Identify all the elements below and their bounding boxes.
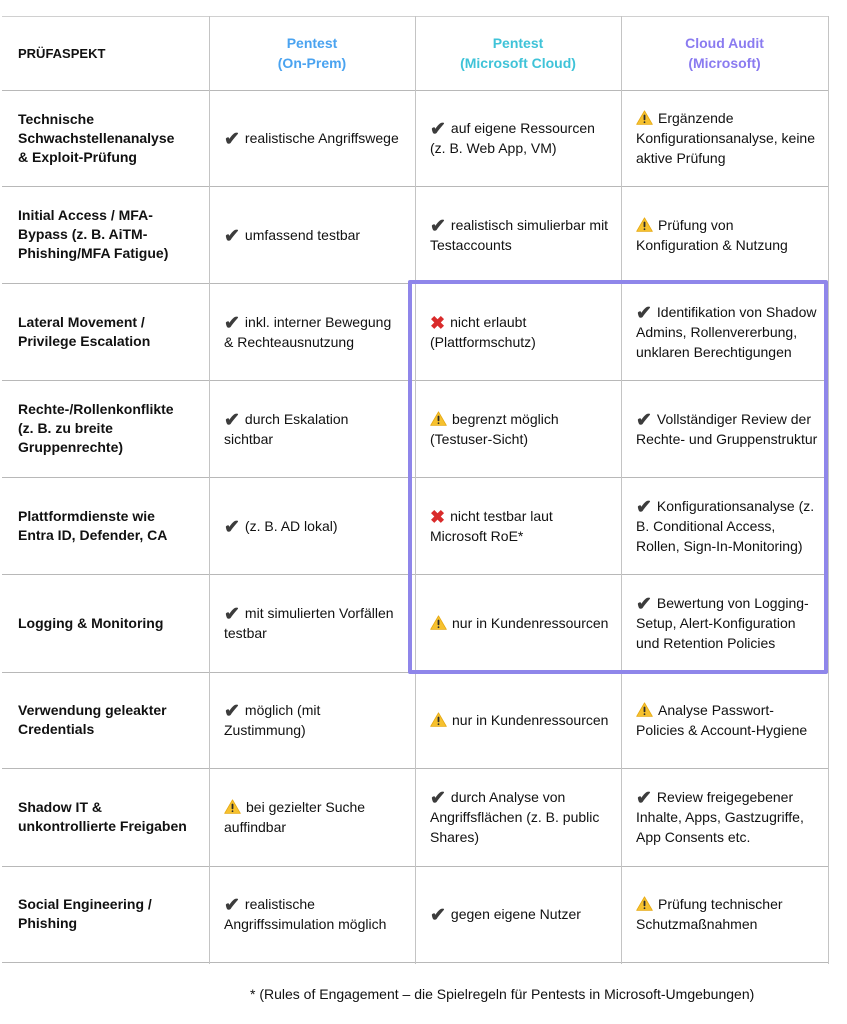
row-aspect (2, 380, 209, 477)
row-aspect (2, 768, 209, 866)
table-cell-text: mit simulierten Vorfällen testbar (224, 605, 394, 641)
table-cell (209, 186, 415, 283)
header-column-line1: Pentest (492, 35, 544, 51)
table-cell-content (224, 603, 399, 643)
table-cell-content (636, 700, 818, 740)
row-aspect-label: Logging & Monitoring (18, 614, 164, 631)
table-column-divider (828, 16, 829, 964)
warning-icon (636, 110, 653, 125)
table-cell-text: durch Eskalation sichtbar (224, 410, 349, 447)
table-cell-text: begrenzt möglich (Testuser-Sicht) (430, 410, 559, 447)
header-column-title (460, 33, 576, 73)
row-aspect-label: Shadow IT & unkontrollierte Freigaben (18, 799, 187, 834)
table-cell (621, 768, 828, 866)
table-cell (209, 672, 415, 768)
checkmark-icon: ✔ (430, 215, 446, 237)
warning-icon (430, 712, 447, 727)
row-aspect-label: Technische Schwachstellenanalyse & Exploit-Prüfung (18, 110, 175, 165)
table-cell-text: Prüfung technischer Schutzmaßnahmen (636, 896, 783, 932)
table-cell-content (430, 215, 610, 255)
row-aspect (2, 477, 209, 574)
header-column-title (278, 33, 346, 73)
row-aspect-label: Plattformdienste wie Entra ID, Defender, CA (18, 507, 168, 543)
table-cell (621, 90, 828, 186)
checkmark-icon: ✔ (224, 701, 240, 722)
table-cell-content (224, 128, 399, 148)
row-aspect (2, 90, 209, 186)
table-cell-content (636, 894, 818, 934)
table-cell-text: bei gezielter Suche auffindbar (224, 799, 366, 835)
table-cell-text: Ergänzende Konfigurationsanalyse, keine aktive Prüfung (636, 110, 816, 166)
table-cell (621, 186, 828, 283)
row-aspect-label: Rechte-/Rollenkonflikte (z. B. zu breite Gruppenrechte) (18, 401, 174, 455)
table-cell (415, 866, 621, 962)
table-cell-content (224, 797, 399, 837)
table-cell (209, 866, 415, 962)
row-aspect (2, 672, 209, 768)
table-cell-content (224, 225, 399, 245)
header-column-line1: Pentest (286, 35, 338, 51)
row-aspect (2, 574, 209, 672)
footnote: * (Rules of Engagement – die Spielregeln für Pentests in Microsoft-Umgebungen) (250, 986, 755, 1002)
row-aspect (2, 186, 209, 283)
table-cell-text: möglich (mit Zustimmung) (224, 702, 321, 738)
table-cell (209, 574, 415, 672)
table-cell-text: Prüfung von Konfiguration & Nutzung (636, 216, 788, 253)
header-column-title (685, 33, 764, 73)
warning-icon (636, 217, 653, 232)
table-cell-text: nicht erlaubt (Plattformschutz) (430, 313, 536, 350)
cross-icon: ✖ (430, 506, 446, 527)
checkmark-icon: ✔ (430, 788, 446, 809)
row-aspect-label: Initial Access / MFA-Bypass (z. B. AiTM-Phishing/MFA Fatigue) (18, 207, 169, 261)
table-cell (209, 283, 415, 380)
table-cell (415, 186, 621, 283)
table-cell-content (224, 516, 399, 536)
table-cell-text: nur in Kundenressourcen (452, 615, 609, 631)
table-cell-text: Bewertung von Logging-Setup, Alert-Konfiguration und Retention Policies (636, 595, 809, 651)
header-column-line1: Cloud Audit (685, 35, 764, 51)
table-cell-text: Review freigegebener Inhalte, Apps, Gastzugriffe, App Consents etc. (636, 789, 804, 845)
row-aspect (2, 283, 209, 380)
table-cell-text: umfassend testbar (244, 226, 361, 243)
table-cell-text: Identifikation von Shadow Admins, Rollenvererbung, unklaren Berechtigungen (636, 303, 817, 360)
checkmark-icon: ✔ (224, 129, 240, 150)
table-cell-text: auf eigene Ressourcen (z. B. Web App, VM) (430, 120, 595, 156)
warning-icon (224, 799, 241, 814)
checkmark-icon: ✔ (224, 516, 240, 538)
table-cell (621, 866, 828, 962)
table-cell-content (224, 700, 399, 740)
checkmark-icon: ✔ (636, 302, 652, 324)
table-cell (621, 672, 828, 768)
table-cell (415, 672, 621, 768)
table-cell-text: gegen eigene Nutzer (450, 906, 581, 922)
table-cell-text: Analyse Passwort-Policies & Account-Hygiene (636, 702, 808, 738)
table-cell-text: realistische Angriffswege (244, 130, 399, 146)
table-cell (415, 768, 621, 866)
header-column-line2: (Microsoft) (688, 55, 761, 71)
row-aspect-label: Verwendung geleakter Credentials (18, 702, 167, 737)
table-cell-text: realistisch simulierbar mit Testaccounts (430, 216, 609, 253)
checkmark-icon: ✔ (224, 312, 240, 334)
row-aspect-label: Social Engineering / Phishing (18, 896, 152, 931)
header-column-1 (209, 16, 415, 90)
header-aspect-label: PRÜFASPEKT (18, 45, 106, 61)
header-column-2 (415, 16, 621, 90)
checkmark-icon: ✔ (636, 788, 652, 809)
table-cell-content (430, 118, 610, 158)
table-cell-content (430, 710, 610, 730)
table-cell (415, 90, 621, 186)
highlight-box (408, 280, 828, 674)
table-cell (209, 768, 415, 866)
table-cell-content (224, 312, 399, 352)
table-cell-text: Konfigurationsanalyse (z. B. Conditional Access, Rollen, Sign-In-Monitoring) (636, 497, 815, 554)
table-cell-text: nur in Kundenressourcen (452, 712, 609, 728)
table-cell-content (430, 904, 610, 924)
checkmark-icon: ✔ (430, 119, 446, 140)
table-cell (209, 380, 415, 477)
header-column-line2: (On-Prem) (277, 55, 347, 71)
checkmark-icon: ✔ (636, 496, 652, 518)
checkmark-icon: ✔ (224, 604, 240, 625)
row-aspect (2, 866, 209, 962)
table-cell-text: inkl. interner Bewegung & Rechteausnutzung (224, 313, 392, 350)
checkmark-icon: ✔ (430, 905, 446, 926)
warning-icon (636, 702, 653, 717)
table-cell-text: nicht testbar laut Microsoft RoE* (430, 507, 553, 544)
table-cell-content (430, 787, 610, 847)
table-cell-content (636, 215, 818, 255)
table-cell-content (636, 108, 818, 168)
table-cell-text: realistische Angriffssimulation möglich (224, 896, 387, 932)
table-cell-text: Vollständiger Review der Rechte- und Gruppenstruktur (636, 410, 818, 447)
table-cell-text: (z. B. AD lokal) (244, 517, 338, 534)
header-column-line2: (Microsoft Cloud) (460, 55, 576, 71)
cross-icon: ✖ (430, 312, 446, 333)
checkmark-icon: ✔ (224, 409, 240, 431)
warning-icon (636, 896, 653, 911)
checkmark-icon: ✔ (636, 594, 652, 615)
table-cell (209, 477, 415, 574)
checkmark-icon: ✔ (224, 895, 240, 916)
header-aspect (2, 16, 209, 90)
table-cell-content (224, 894, 399, 934)
row-aspect-label: Lateral Movement / Privilege Escalation (18, 313, 151, 349)
header-column-3 (621, 16, 828, 90)
table-cell-content (636, 787, 818, 847)
table-cell-content (224, 409, 399, 449)
table-cell-text: durch Analyse von Angriffsflächen (z. B. public Shares) (430, 789, 600, 845)
checkmark-icon: ✔ (636, 409, 652, 431)
table-cell (209, 90, 415, 186)
checkmark-icon: ✔ (224, 225, 240, 247)
